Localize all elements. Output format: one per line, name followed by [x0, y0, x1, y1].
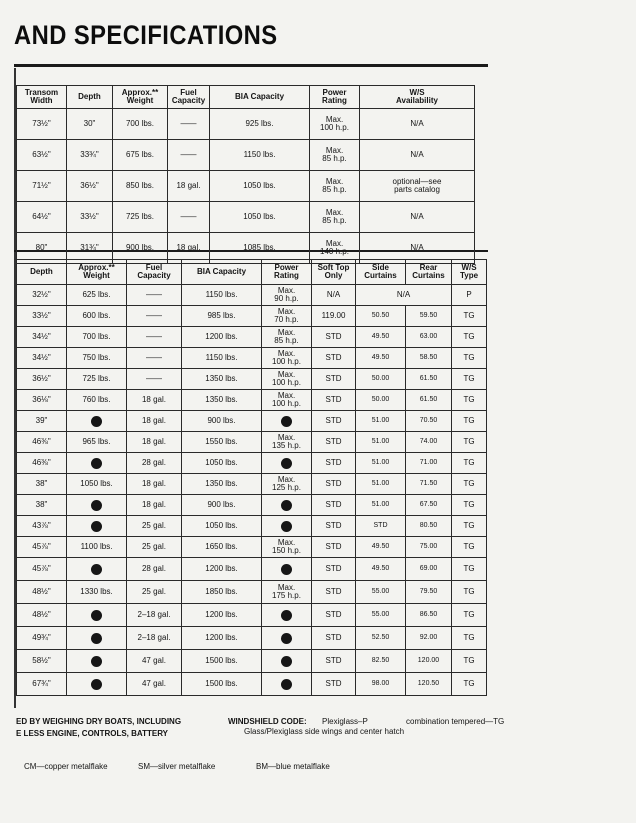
- table-cell: Max. 140 h.p.: [310, 233, 360, 264]
- color-code-cm: CM—copper metalflake: [24, 762, 108, 771]
- bia-cell: 985 lbs.: [182, 306, 262, 327]
- weight-cell: [67, 650, 127, 673]
- table-cell: 18 gal.: [168, 233, 210, 264]
- fuel-cell: ——: [127, 327, 182, 348]
- bia-cell: 1500 lbs.: [182, 650, 262, 673]
- depth-cell: 34½": [17, 348, 67, 369]
- fuel-cell: ——: [127, 348, 182, 369]
- ws-type-cell: TG: [452, 650, 487, 673]
- ws-type-cell: TG: [452, 537, 487, 558]
- column-header: W/S Type: [452, 260, 487, 285]
- color-code-bm: BM—blue metalflake: [256, 762, 330, 771]
- bullet-icon: [91, 500, 102, 511]
- power-cell: Max. 100 h.p.: [262, 369, 312, 390]
- soft-top-cell: STD: [312, 537, 356, 558]
- table-row: [17, 202, 475, 233]
- depth-cell: 39": [17, 411, 67, 432]
- soft-top-cell: STD: [312, 581, 356, 604]
- table-cell: 31¾": [67, 233, 113, 264]
- weight-cell: 1330 lbs.: [67, 581, 127, 604]
- side-curtains-cell: 49.50: [356, 537, 406, 558]
- table-cell: 80": [17, 233, 67, 264]
- power-cell: Max. 175 h.p.: [262, 581, 312, 604]
- soft-top-cell: STD: [312, 604, 356, 627]
- depth-cell: 48½": [17, 604, 67, 627]
- fuel-cell: 25 gal.: [127, 581, 182, 604]
- weight-cell: [67, 558, 127, 581]
- ws-type-cell: TG: [452, 516, 487, 537]
- depth-cell: 46⅜": [17, 453, 67, 474]
- table-cell: Max. 85 h.p.: [310, 171, 360, 202]
- power-cell: Max. 100 h.p.: [262, 348, 312, 369]
- rear-curtains-cell: 71.50: [406, 474, 452, 495]
- column-header: Depth: [67, 86, 113, 109]
- bullet-icon: [281, 656, 292, 667]
- table-cell: N/A: [360, 140, 475, 171]
- power-cell: [262, 453, 312, 474]
- table-cell: 1050 lbs.: [210, 171, 310, 202]
- side-curtains-cell: STD: [356, 516, 406, 537]
- depth-cell: 46⅜": [17, 432, 67, 453]
- footnote-line2: E LESS ENGINE, CONTROLS, BATTERY: [16, 729, 169, 738]
- bia-cell: 1150 lbs.: [182, 348, 262, 369]
- rear-curtains-cell: 59.50: [406, 306, 452, 327]
- rear-curtains-cell: 69.00: [406, 558, 452, 581]
- weight-cell: [67, 627, 127, 650]
- depth-cell: 38": [17, 474, 67, 495]
- fuel-cell: 18 gal.: [127, 390, 182, 411]
- rear-curtains-cell: 80.50: [406, 516, 452, 537]
- bullet-icon: [281, 610, 292, 621]
- table-row: [17, 369, 487, 390]
- windshield-code-p: Plexiglass–P: [322, 717, 368, 726]
- ws-type-cell: TG: [452, 453, 487, 474]
- ws-type-cell: TG: [452, 327, 487, 348]
- table-cell: ——: [168, 202, 210, 233]
- side-curtains-cell: 51.00: [356, 495, 406, 516]
- fuel-cell: 25 gal.: [127, 537, 182, 558]
- table-cell: ——: [168, 109, 210, 140]
- fuel-cell: 47 gal.: [127, 673, 182, 696]
- bia-cell: 1150 lbs.: [182, 285, 262, 306]
- soft-top-cell: STD: [312, 411, 356, 432]
- table-header-row: [17, 86, 475, 109]
- ws-type-cell: TG: [452, 558, 487, 581]
- bullet-icon: [91, 458, 102, 469]
- soft-top-cell: STD: [312, 474, 356, 495]
- table-cell: 675 lbs.: [113, 140, 168, 171]
- column-header: Rear Curtains: [406, 260, 452, 285]
- rear-curtains-cell: 120.50: [406, 673, 452, 696]
- table-cell: Max. 85 h.p.: [310, 140, 360, 171]
- rear-curtains-cell: 61.50: [406, 390, 452, 411]
- bia-cell: 1550 lbs.: [182, 432, 262, 453]
- fuel-cell: 18 gal.: [127, 411, 182, 432]
- table-row: [17, 558, 487, 581]
- bia-cell: 1850 lbs.: [182, 581, 262, 604]
- ws-type-cell: TG: [452, 390, 487, 411]
- weight-cell: 700 lbs.: [67, 327, 127, 348]
- windshield-code-label: WINDSHIELD CODE:: [228, 717, 307, 726]
- table-row: [17, 604, 487, 627]
- bia-cell: 1200 lbs.: [182, 604, 262, 627]
- bullet-icon: [91, 521, 102, 532]
- bia-cell: 1350 lbs.: [182, 369, 262, 390]
- table-row: [17, 285, 487, 306]
- bia-cell: 1350 lbs.: [182, 474, 262, 495]
- rear-curtains-cell: 74.00: [406, 432, 452, 453]
- ws-type-cell: TG: [452, 495, 487, 516]
- rear-curtains-cell: 120.00: [406, 650, 452, 673]
- windshield-code-tg-detail: Glass/Plexiglass side wings and center hatch: [244, 727, 405, 736]
- soft-top-cell: STD: [312, 432, 356, 453]
- bia-cell: 1350 lbs.: [182, 390, 262, 411]
- table-cell: 71½": [17, 171, 67, 202]
- table-cell: Max. 100 h.p.: [310, 109, 360, 140]
- table-row: [17, 171, 475, 202]
- table-row: [17, 140, 475, 171]
- depth-cell: 49¾": [17, 627, 67, 650]
- fuel-cell: 18 gal.: [127, 495, 182, 516]
- fuel-cell: 18 gal.: [127, 432, 182, 453]
- side-curtains-cell: 49.50: [356, 348, 406, 369]
- power-cell: Max. 135 h.p.: [262, 432, 312, 453]
- table-row: [17, 109, 475, 140]
- weight-cell: [67, 495, 127, 516]
- depth-cell: 67¾": [17, 673, 67, 696]
- bia-cell: 1050 lbs.: [182, 453, 262, 474]
- side-curtains-cell: 51.00: [356, 411, 406, 432]
- table-cell: N/A: [360, 233, 475, 264]
- side-curtains-cell: 51.00: [356, 432, 406, 453]
- ws-type-cell: TG: [452, 627, 487, 650]
- table-row: [17, 306, 487, 327]
- column-header: Power Rating: [310, 86, 360, 109]
- soft-top-cell: N/A: [312, 285, 356, 306]
- table-row: [17, 650, 487, 673]
- soft-top-cell: 119.00: [312, 306, 356, 327]
- fuel-cell: 2–18 gal.: [127, 604, 182, 627]
- column-header: Approx.** Weight: [67, 260, 127, 285]
- table-cell: ——: [168, 140, 210, 171]
- ws-type-cell: TG: [452, 581, 487, 604]
- bullet-icon: [91, 656, 102, 667]
- table-row: [17, 495, 487, 516]
- fuel-cell: 18 gal.: [127, 474, 182, 495]
- side-curtains-cell: 51.00: [356, 474, 406, 495]
- fuel-cell: 28 gal.: [127, 558, 182, 581]
- power-cell: Max. 70 h.p.: [262, 306, 312, 327]
- soft-top-cell: STD: [312, 627, 356, 650]
- column-header: W/S Availability: [360, 86, 475, 109]
- soft-top-cell: STD: [312, 558, 356, 581]
- bullet-icon: [91, 610, 102, 621]
- table-cell: 925 lbs.: [210, 109, 310, 140]
- bia-cell: 900 lbs.: [182, 411, 262, 432]
- weight-cell: [67, 673, 127, 696]
- weight-cell: 965 lbs.: [67, 432, 127, 453]
- depth-cell: 33½": [17, 306, 67, 327]
- table-cell: Max. 85 h.p.: [310, 202, 360, 233]
- soft-top-cell: STD: [312, 453, 356, 474]
- column-header: BIA Capacity: [210, 86, 310, 109]
- bullet-icon: [91, 633, 102, 644]
- power-cell: [262, 411, 312, 432]
- rear-curtains-cell: 67.50: [406, 495, 452, 516]
- page-title: AND SPECIFICATIONS: [14, 20, 278, 50]
- power-cell: [262, 673, 312, 696]
- column-header: Fuel Capacity: [127, 260, 182, 285]
- depth-cell: 45⅞": [17, 558, 67, 581]
- curtains-cell: N/A: [356, 285, 452, 306]
- table-row: [17, 627, 487, 650]
- weight-cell: [67, 453, 127, 474]
- side-curtains-cell: 55.00: [356, 581, 406, 604]
- weight-cell: 1050 lbs.: [67, 474, 127, 495]
- soft-top-cell: STD: [312, 348, 356, 369]
- column-header: BIA Capacity: [182, 260, 262, 285]
- table-cell: 1150 lbs.: [210, 140, 310, 171]
- side-curtains-cell: 49.50: [356, 558, 406, 581]
- power-cell: [262, 650, 312, 673]
- soft-top-cell: STD: [312, 650, 356, 673]
- weight-cell: [67, 604, 127, 627]
- side-curtains-cell: 51.00: [356, 453, 406, 474]
- bia-cell: 1200 lbs.: [182, 327, 262, 348]
- side-curtains-cell: 50.00: [356, 369, 406, 390]
- power-cell: [262, 516, 312, 537]
- power-cell: Max. 100 h.p.: [262, 390, 312, 411]
- title-rule: [14, 64, 488, 67]
- bullet-icon: [281, 521, 292, 532]
- rear-curtains-cell: 79.50: [406, 581, 452, 604]
- fuel-cell: ——: [127, 369, 182, 390]
- table-cell: 64½": [17, 202, 67, 233]
- ws-type-cell: TG: [452, 673, 487, 696]
- power-cell: [262, 604, 312, 627]
- bullet-icon: [91, 679, 102, 690]
- table-row: [17, 516, 487, 537]
- fuel-cell: 2–18 gal.: [127, 627, 182, 650]
- rear-curtains-cell: 92.00: [406, 627, 452, 650]
- rear-curtains-cell: 75.00: [406, 537, 452, 558]
- table-cell: 33¾": [67, 140, 113, 171]
- soft-top-cell: STD: [312, 327, 356, 348]
- column-header: Fuel Capacity: [168, 86, 210, 109]
- depth-cell: 36⅛": [17, 390, 67, 411]
- soft-top-cell: STD: [312, 390, 356, 411]
- table-row: [17, 537, 487, 558]
- side-curtains-cell: 52.50: [356, 627, 406, 650]
- rear-curtains-cell: 61.50: [406, 369, 452, 390]
- weight-cell: 760 lbs.: [67, 390, 127, 411]
- rear-curtains-cell: 58.50: [406, 348, 452, 369]
- table-cell: 33½": [67, 202, 113, 233]
- bullet-icon: [281, 500, 292, 511]
- table-cell: 725 lbs.: [113, 202, 168, 233]
- ws-type-cell: TG: [452, 432, 487, 453]
- table-cell: 900 lbs.: [113, 233, 168, 264]
- table-cell: 63½": [17, 140, 67, 171]
- side-curtains-cell: 50.00: [356, 390, 406, 411]
- bia-cell: 900 lbs.: [182, 495, 262, 516]
- table-row: [17, 432, 487, 453]
- table-cell: optional—see parts catalog: [360, 171, 475, 202]
- table-row: [17, 390, 487, 411]
- fuel-cell: 47 gal.: [127, 650, 182, 673]
- table-row: [17, 474, 487, 495]
- table-cell: 18 gal.: [168, 171, 210, 202]
- ws-type-cell: TG: [452, 306, 487, 327]
- weight-cell: 750 lbs.: [67, 348, 127, 369]
- bullet-icon: [281, 679, 292, 690]
- side-curtains-cell: 82.50: [356, 650, 406, 673]
- soft-top-cell: STD: [312, 369, 356, 390]
- bia-cell: 1200 lbs.: [182, 558, 262, 581]
- bullet-icon: [281, 564, 292, 575]
- column-header: Soft Top Only: [312, 260, 356, 285]
- table-row: [17, 581, 487, 604]
- ws-type-cell: P: [452, 285, 487, 306]
- side-curtains-cell: 98.00: [356, 673, 406, 696]
- depth-cell: 36½": [17, 369, 67, 390]
- specs-table-top: [16, 85, 475, 264]
- power-cell: Max. 85 h.p.: [262, 327, 312, 348]
- fuel-cell: 25 gal.: [127, 516, 182, 537]
- rear-curtains-cell: 71.00: [406, 453, 452, 474]
- ws-type-cell: TG: [452, 348, 487, 369]
- weight-cell: 1100 lbs.: [67, 537, 127, 558]
- depth-cell: 58½": [17, 650, 67, 673]
- weight-cell: [67, 411, 127, 432]
- power-cell: [262, 495, 312, 516]
- column-header: Transom Width: [17, 86, 67, 109]
- depth-cell: 34½": [17, 327, 67, 348]
- depth-cell: 43⅞": [17, 516, 67, 537]
- soft-top-cell: STD: [312, 495, 356, 516]
- column-header: Depth: [17, 260, 67, 285]
- fuel-cell: ——: [127, 306, 182, 327]
- table-row: [17, 453, 487, 474]
- bullet-icon: [281, 416, 292, 427]
- power-cell: Max. 150 h.p.: [262, 537, 312, 558]
- table-cell: 850 lbs.: [113, 171, 168, 202]
- depth-cell: 38": [17, 495, 67, 516]
- weight-cell: 600 lbs.: [67, 306, 127, 327]
- table-row: [17, 411, 487, 432]
- soft-top-cell: STD: [312, 673, 356, 696]
- windshield-code-tg: combination tempered—TG: [406, 717, 505, 726]
- side-curtains-cell: 55.00: [356, 604, 406, 627]
- table-row: [17, 327, 487, 348]
- rear-curtains-cell: 70.50: [406, 411, 452, 432]
- table-header-row: [17, 260, 487, 285]
- table-cell: 1050 lbs.: [210, 202, 310, 233]
- ws-type-cell: TG: [452, 411, 487, 432]
- power-cell: Max. 125 h.p.: [262, 474, 312, 495]
- specs-table-bottom: [16, 259, 487, 696]
- power-cell: Max. 90 h.p.: [262, 285, 312, 306]
- power-cell: [262, 627, 312, 650]
- bullet-icon: [91, 416, 102, 427]
- table-cell: 1085 lbs.: [210, 233, 310, 264]
- ws-type-cell: TG: [452, 604, 487, 627]
- bullet-icon: [91, 564, 102, 575]
- table-cell: 700 lbs.: [113, 109, 168, 140]
- weight-cell: [67, 516, 127, 537]
- rear-curtains-cell: 63.00: [406, 327, 452, 348]
- bia-cell: 1650 lbs.: [182, 537, 262, 558]
- fuel-cell: 28 gal.: [127, 453, 182, 474]
- table-cell: 36½": [67, 171, 113, 202]
- table-cell: N/A: [360, 109, 475, 140]
- bia-cell: 1500 lbs.: [182, 673, 262, 696]
- table-row: [17, 673, 487, 696]
- weight-cell: 625 lbs.: [67, 285, 127, 306]
- footnote-line1: ED BY WEIGHING DRY BOATS, INCLUDING: [16, 717, 182, 726]
- bia-cell: 1050 lbs.: [182, 516, 262, 537]
- weight-cell: 725 lbs.: [67, 369, 127, 390]
- column-header: Power Rating: [262, 260, 312, 285]
- bullet-icon: [281, 458, 292, 469]
- ws-type-cell: TG: [452, 369, 487, 390]
- depth-cell: 32½": [17, 285, 67, 306]
- bia-cell: 1200 lbs.: [182, 627, 262, 650]
- table-cell: N/A: [360, 202, 475, 233]
- power-cell: [262, 558, 312, 581]
- table-row: [17, 348, 487, 369]
- table-cell: 30": [67, 109, 113, 140]
- color-code-sm: SM—silver metalflake: [138, 762, 216, 771]
- bullet-icon: [281, 633, 292, 644]
- table-cell: 73½": [17, 109, 67, 140]
- soft-top-cell: STD: [312, 516, 356, 537]
- side-curtains-cell: 50.50: [356, 306, 406, 327]
- column-header: Approx.** Weight: [113, 86, 168, 109]
- column-header: Side Curtains: [356, 260, 406, 285]
- fuel-cell: ——: [127, 285, 182, 306]
- rear-curtains-cell: 86.50: [406, 604, 452, 627]
- side-curtains-cell: 49.50: [356, 327, 406, 348]
- ws-type-cell: TG: [452, 474, 487, 495]
- depth-cell: 45⅞": [17, 537, 67, 558]
- depth-cell: 48½": [17, 581, 67, 604]
